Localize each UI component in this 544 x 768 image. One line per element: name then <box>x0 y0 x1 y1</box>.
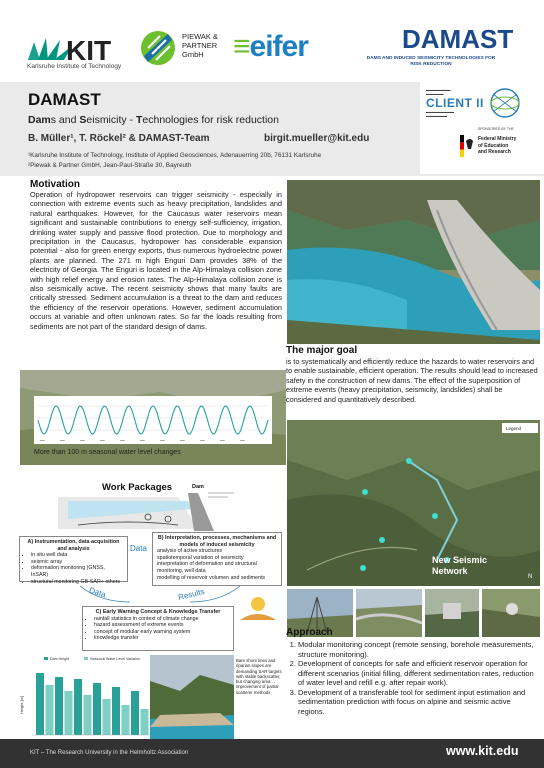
piewak-line1: PIEWAK & <box>182 32 218 41</box>
kit-caption: Karlsruhe Institute of Technology <box>27 63 122 70</box>
flow-label-results: Results <box>177 586 206 603</box>
contact-email[interactable]: birgit.mueller@kit.edu <box>264 133 370 144</box>
affiliation-1: ¹Karlsruhe Institute of Technology, Institute of Applied Geosciences, Adenauerring 20b, 76131 Karlsruhe <box>28 152 322 159</box>
client-logo: CLIENT II <box>426 96 484 110</box>
legend-swatch-water-level <box>84 657 88 660</box>
bar <box>84 695 92 735</box>
major-goal-heading: The major goal <box>286 345 358 356</box>
piewak-name <box>182 32 218 59</box>
svg-text:▬▬: ▬▬ <box>60 439 65 442</box>
dam-height-bar-chart <box>20 655 152 751</box>
sun-weather-icon <box>236 594 280 622</box>
piewak-line2: PARTNER <box>182 41 218 50</box>
bar <box>112 687 120 735</box>
bar <box>55 677 63 735</box>
list-item: • hazard assessment of extreme events <box>94 622 229 629</box>
svg-text:▬▬: ▬▬ <box>240 439 245 442</box>
sponsored-by: SPONSORED BY THE <box>478 127 514 131</box>
water-level-caption: More than 100 m seasonal water level changes <box>34 449 181 456</box>
authors: B. Müller¹, T. Röckel² & DAMAST-Team <box>28 133 210 144</box>
piewak-line3: GmbH <box>182 50 204 59</box>
north-arrow-icon: N <box>528 574 533 580</box>
svg-text:▬▬: ▬▬ <box>120 439 125 442</box>
subtitle-part: s and <box>50 114 80 126</box>
svg-text:▬▬: ▬▬ <box>220 439 225 442</box>
map-label-line2: Network <box>432 566 468 576</box>
subtitle-part: S <box>79 114 87 126</box>
shoreline-photo <box>150 655 234 751</box>
page-subtitle <box>28 114 279 126</box>
eifer-logo <box>233 30 308 64</box>
work-package-b-title: B) Interpretation, processes, mechanisms and models of induced seismicity <box>157 535 277 548</box>
eifer-bar-icon: ≡ <box>233 30 250 63</box>
svg-text:▬▬: ▬▬ <box>180 439 185 442</box>
affiliation-2: ²Piewak & Partner GmbH, Jean-Paul-Straße 30, Bayreuth <box>28 162 192 169</box>
bmbf-line2: of Education <box>478 142 509 149</box>
motivation-heading: Motivation <box>30 179 80 190</box>
list-item: spatiotemporal variation of seismicity <box>157 554 244 561</box>
flow-label-data: Data <box>88 585 107 600</box>
dam-label: Dam <box>192 484 204 490</box>
damast-tagline: DAMS AND INDUCED SEISMICITY TECHNOLOGIES FOR RISK REDUCTION <box>366 56 496 67</box>
work-package-c <box>82 606 234 651</box>
svg-text:▬▬: ▬▬ <box>140 439 145 442</box>
work-package-c-title: C) Early Warning Concept & Knowledge Transfer <box>95 609 221 615</box>
sar-side-note: Bare shore lines and riparian slopes are demanding SAR targets with stable backscatter, but changing area → improvement of partial scatterer methods <box>236 658 282 695</box>
client-sub-text: ▬▬▬▬▬▬▬▬ ▬▬▬▬▬▬ <box>426 110 454 118</box>
svg-text:▬▬: ▬▬ <box>100 439 105 442</box>
list-item: 3. Development of a transferable tool for sediment input estimation and sedimentation prediction with focus on alpine and seismic active regions. <box>298 688 536 717</box>
bar <box>36 673 44 735</box>
work-package-a-title: A) Instrumentation, data acquisition and analysis <box>27 539 120 552</box>
list-item: modelling of reservoir volumen and sediments <box>157 574 266 581</box>
list-item: • rainfall statistics in context of climate change <box>94 616 229 623</box>
list-item: • in situ well data <box>31 552 123 559</box>
bar <box>93 683 101 735</box>
bar <box>46 685 54 735</box>
german-eagle-icon <box>460 135 474 157</box>
list-item: 2. Development of concepts for safe and efficient reservoir operation for different scenarios (initial filling, different sedimentation rates, reduction of water level and refill e.g. after repair work). <box>298 659 536 688</box>
bmbf-line1: Federal Ministry <box>478 136 517 142</box>
approach-heading: Approach <box>286 627 333 638</box>
bar <box>131 691 139 735</box>
list-item: interpretation of deformation and structural monitoring, well data <box>157 561 257 574</box>
footer-tagline: KIT – The Research University in the Helmholtz Association <box>30 750 189 756</box>
work-package-b <box>152 532 282 586</box>
svg-text:▬▬: ▬▬ <box>80 439 85 442</box>
approach-list <box>286 640 536 716</box>
bar <box>103 699 111 735</box>
list-item: • deformation monitoring (GNSS, InSAR) <box>31 565 123 578</box>
affiliations <box>28 151 321 171</box>
damast-logo: DAMAST <box>402 24 514 54</box>
list-item: 1. Modular monitoring concept (remote sensing, borehole measurements, structure monitoring). <box>298 640 536 659</box>
bar <box>141 709 149 735</box>
list-item: • seismic array <box>31 559 123 566</box>
footer-url[interactable]: www.kit.edu <box>446 744 519 758</box>
list-item: analysis of active structures <box>157 548 223 555</box>
svg-text:▬▬: ▬▬ <box>160 439 165 442</box>
piewak-logo-icon <box>138 28 178 68</box>
svg-text:▬▬: ▬▬ <box>40 439 45 442</box>
enguri-dam-photo <box>287 180 540 344</box>
subtitle-part: eismicity - <box>86 114 136 126</box>
instrument-photo-4 <box>482 589 540 637</box>
bmbf-line3: and Research <box>478 149 511 155</box>
y-axis-label: Height [m] <box>19 695 24 715</box>
bar <box>65 691 73 735</box>
bmbf-name <box>478 136 516 156</box>
eifer-text: eifer <box>249 30 308 63</box>
water-level-chart <box>34 396 272 444</box>
flow-label-data: Data <box>130 544 147 553</box>
svg-text:▬▬: ▬▬ <box>200 439 205 442</box>
map-label-line1: New Seismic <box>432 555 488 565</box>
bar <box>74 679 82 735</box>
list-item: • concept of modular early warning system <box>94 629 229 636</box>
subtitle-part: T <box>135 114 143 126</box>
work-packages-heading: Work Packages <box>102 482 173 493</box>
map-legend-label: Legend <box>506 426 522 431</box>
major-goal-text: is to systematically and efficiently reduce the hazards to water reservoirs and to enable sustainable, efficient operation. The results should lead to increased safety in the construction of new dams. The effect of the superposition of extreme events (heavy precipitation, seismicity, landslides) shall be considered and quantitatively described. <box>286 357 538 404</box>
new-seismic-network-label <box>432 555 487 577</box>
instrument-photo-3 <box>425 589 479 637</box>
client-globe-icon <box>488 86 522 120</box>
seismic-network-map <box>287 420 540 586</box>
legend-swatch-dam-height <box>44 657 48 660</box>
subtitle-part: Dam <box>28 114 51 126</box>
list-item: • structural monitoring GB-SAR+ others <box>31 579 123 586</box>
work-package-a <box>19 536 128 585</box>
dam-cross-section-diagram <box>58 489 238 533</box>
motivation-text: Operation of hydropower reservoirs can trigger seismicity - especially in connection with extreme events such as heavy precipitation, landslides and natural earthquakes. However, for the Caucasus water reservoirs mean significant and sustainable contributions to energy self-sufficiency, irrigation, drinking water supply and passive flood protection. Due to morphology and precipitation in the Caucasus, hydropower has considerable expansion potential - also for green energy exports, thus numerous hydroelectric power plants are planned. The 271 m high Enguri Dam provides 38% of the electricity of Georgia. The Enguri is located in the Alp-Himalaya collision zone with high relief energy and erosion rates. The Alp-Himalaya collision zone is also seismically active. The recent seismicity shows that many faults are critically stressed. Sediment accumulation is a threat to the dam and reduces the efficiency of the reservoir operations. However, sediment accumulation occurs at variable and often unknown rates. So far the loads resulting from sediments are not part of the standard design of dams. <box>30 190 282 331</box>
legend-label-dam-height: Dam Height <box>50 657 69 661</box>
client-small-text: ▬▬▬▬▬▬▬ ▬▬▬▬▬ <box>426 88 451 96</box>
list-item: • knowledge transfer <box>94 635 229 642</box>
instrument-photo-2 <box>356 589 422 637</box>
page-title: DAMAST <box>28 90 101 109</box>
legend-label-water-level: Seasonal Water Level Variation <box>90 657 140 661</box>
subtitle-part: echnologies for risk reduction <box>142 114 279 126</box>
svg-text:KIT: KIT <box>66 35 112 66</box>
bar <box>122 705 130 735</box>
